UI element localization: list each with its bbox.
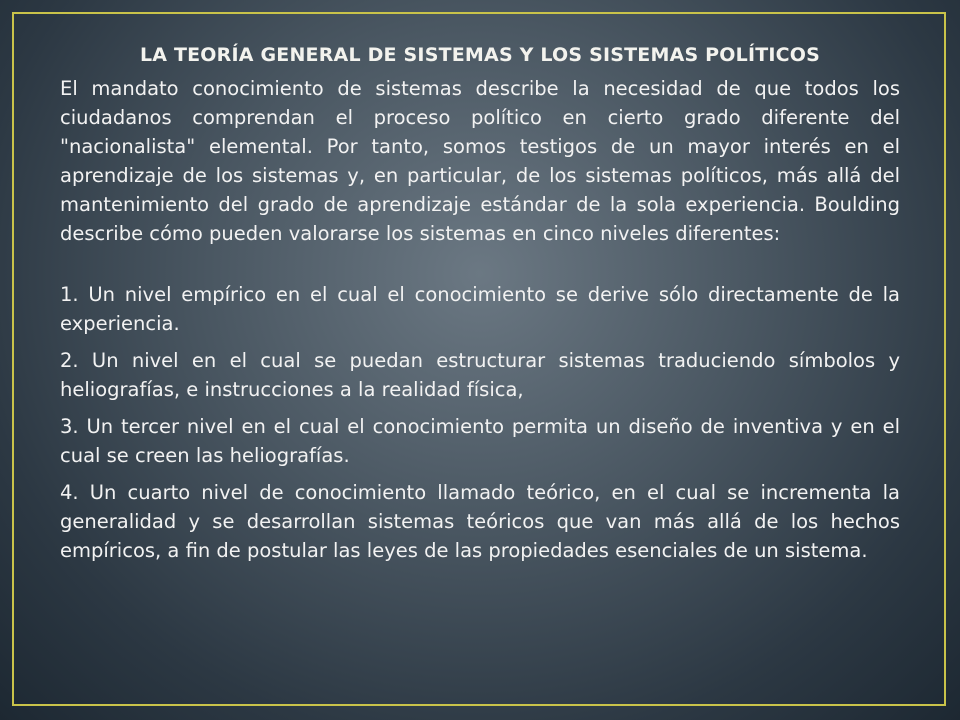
spacer: [60, 248, 900, 280]
list-item-4: 4. Un cuarto nivel de conocimiento llamado teórico, en el cual se incrementa la generalidad y se desarrollan sistemas teóricos que van más allá de los hechos empíricos, a fin de postular las leyes de las propiedades esenciales de un sistema.: [60, 481, 900, 562]
list-item-1: 1. Un nivel empírico en el cual el conocimiento se derive sólo directamente de la experiencia.: [60, 283, 900, 335]
list-item-3: 3. Un tercer nivel en el cual el conocimiento permita un diseño de inventiva y en el cual se creen las heliografías.: [60, 415, 900, 467]
slide-title: LA TEORÍA GENERAL DE SISTEMAS Y LOS SISTEMAS POLÍTICOS: [139, 44, 821, 66]
intro-paragraph: El mandato conocimiento de sistemas describe la necesidad de que todos los ciudadanos comprendan el proceso político en cierto grado diferente del "nacionalista" elemental. Por tanto, somos testigos de un mayor interés en el aprendizaje de los sistemas y, en particular, de los sistemas políticos, más allá del mantenimiento del grado de aprendizaje estándar de la sola experiencia. Boulding describe cómo pueden valorarse los sistemas en cinco niveles diferentes:: [60, 77, 900, 245]
list-item-2: 2. Un nivel en el cual se puedan estructurar sistemas traduciendo símbolos y heliografías, e instrucciones a la realidad física,: [60, 349, 900, 401]
slide-content: [60, 44, 900, 573]
